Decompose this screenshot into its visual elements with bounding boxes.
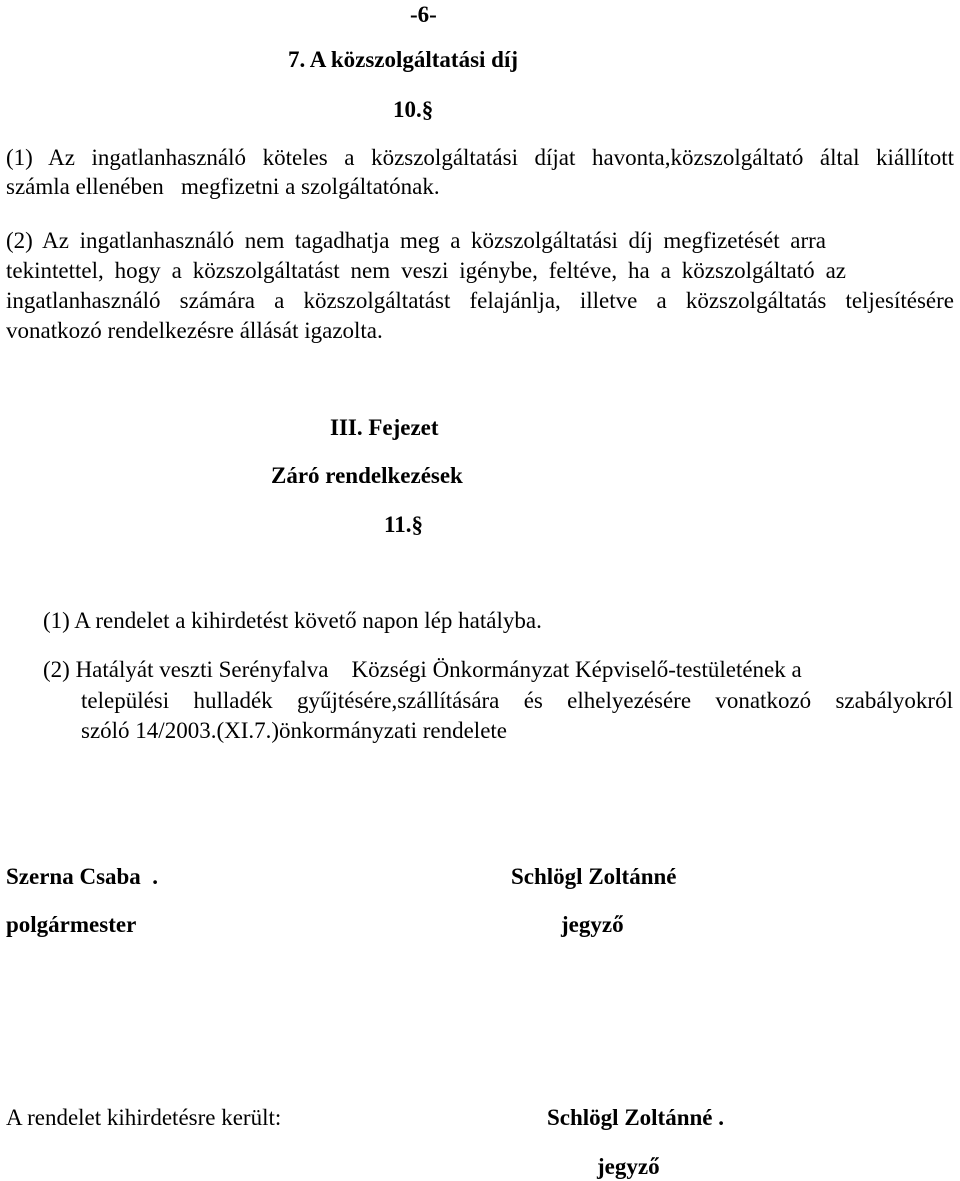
signature-right-title: jegyző [561,912,624,937]
paragraph-line: (1) A rendelet a kihirdetést követő napon lép hatályba. [43,608,542,633]
paragraph-line: vonatkozó rendelkezésre állását igazolta. [6,318,383,343]
paragraph-line: települési hulladék gyűjtésére,szállítására és elhelyezésére vonatkozó szabályokról [81,688,953,713]
paragraph-number: 11.§ [384,512,423,537]
section-heading: 7. A közszolgáltatási díj [288,47,519,72]
paragraph-line: (2) Az ingatlanhasználó nem tagadhatja meg a közszolgáltatási díj megfizetését arra [6,228,826,253]
promulgation-name: Schlögl Zoltánné . [547,1105,725,1130]
signature-right-name: Schlögl Zoltánné [511,864,677,889]
paragraph-line: (2) Hatályát veszti Serényfalva Községi Önkormányzat Képviselő-testületének a [43,657,802,682]
paragraph-line: (1) Az ingatlanhasználó köteles a közszolgáltatási díjat havonta,közszolgáltató által kiállított [6,145,954,170]
page-number: -6- [410,2,437,27]
paragraph-line: számla ellenében megfizetni a szolgáltatónak. [6,174,440,199]
chapter-subheading: Záró rendelkezések [271,463,463,488]
paragraph-line: ingatlanhasználó számára a közszolgáltatást felajánlja, illetve a közszolgáltatás teljesítésére [6,288,954,313]
promulgation-title: jegyző [597,1154,660,1179]
signature-left-name: Szerna Csaba . [6,864,159,889]
paragraph-line: szóló 14/2003.(XI.7.)önkormányzati rendelete [81,718,508,743]
chapter-heading: III. Fejezet [330,415,439,440]
promulgation-label: A rendelet kihirdetésre került: [6,1105,282,1130]
signature-left-title: polgármester [6,912,137,937]
paragraph-line: tekintettel, hogy a közszolgáltatást nem veszi igénybe, feltéve, ha a közszolgáltató az [6,258,846,283]
paragraph-number: 10.§ [393,97,434,122]
